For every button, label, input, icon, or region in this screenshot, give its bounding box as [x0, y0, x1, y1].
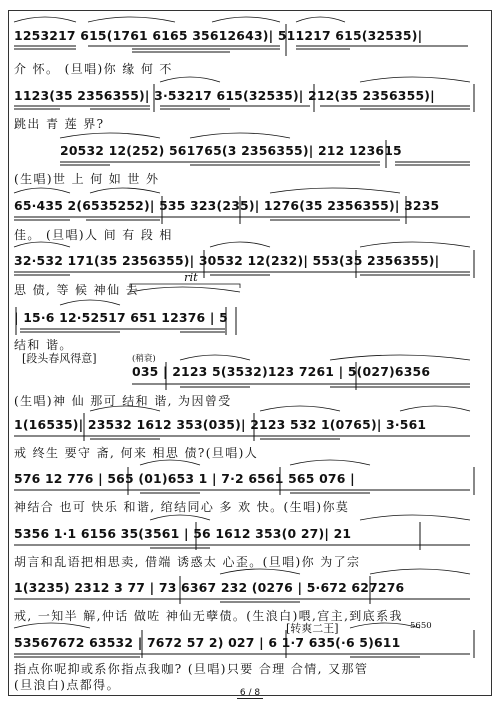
notes-line-12: 53567672 63532 | 7672 57 2) 027 | 6 1·7 635(·6 5)611 — [14, 635, 401, 650]
lyrics-line-6: 结和 谐。 — [14, 338, 73, 352]
notes-line-11: 1(3235) 2312 3 77 | 73 6367 232 (0276 | 5·672 627276 — [14, 580, 405, 595]
notes-line-4: 65·435 2(6535252)| 535 323(235)| 1276(35 2356355)| 3235 — [14, 198, 440, 213]
notes-line-3: 20532 12(252) 561765(3 2356355)| 212 123615 — [60, 143, 402, 158]
notes-line-9: 576 12 776 | 565 (01)653 1 | 7·2 6561 565 076 | — [14, 471, 355, 486]
section-heading-2: [转爽二王] — [286, 622, 339, 635]
notes-line-7: 035 | 2123 5(3532)123 7261 | 5(027)6356 — [132, 364, 431, 379]
notes-line-5: 32·532 171(35 2356355)| 30532 12(232)| 553(35 2356355)| — [14, 253, 440, 268]
rit-marking: rit — [184, 270, 198, 284]
grace-notes: 5650 — [410, 621, 432, 631]
lyrics-line-13: (旦浪白)点都得。 — [14, 678, 120, 692]
notes-line-2: 1123(35 2356355)| 3·53217 615(32535)| 212(35 2356355)| — [14, 88, 435, 103]
notes-line-10: 5356 1·1 6156 35(3561 | 56 1612 353(0 27)| 21 — [14, 526, 352, 541]
lyrics-line-11: 戒, 一知半 解,仲话 做咗 神仙无孽债。(生浪白)喂,宫主,到底系我 — [14, 609, 403, 623]
lyrics-line-4: 佳。 (旦唱)人 间 有 段 相 — [14, 228, 173, 242]
lyrics-line-9: 神结合 也可 快乐 和谐, 绾结同心 多 欢 快。(生唱)你莫 — [14, 500, 350, 514]
notes-line-1: 1253217 615(1761 6165 35612643)| 511217 615(32535)| — [14, 28, 423, 43]
notes-line-8: 1(16535)| 23532 1612 353(035)| 2123 532 1(0765)| 3·561 — [14, 417, 427, 432]
lyrics-line-8: 戒 终生 要守 斋, 何来 相思 债?(旦唱)人 — [14, 446, 259, 460]
page-number: 6 / 8 — [0, 688, 500, 698]
lyrics-line-2: 跳出 青 莲 界? — [14, 117, 105, 131]
lyrics-line-12: 指点你呢抑或系你指点我咖? (旦唱)只要 合理 合情, 又那管 — [14, 662, 369, 676]
lyrics-line-3: (生唱)世 上 何 如 世 外 — [14, 172, 160, 186]
lyrics-line-10: 胡言和乱语把相思卖, 借端 诱惑太 心歪。(旦唱)你 为了宗 — [14, 555, 361, 569]
beat-note: (稍衰) — [132, 354, 156, 364]
section-heading-1: [段头春风得意] — [22, 352, 97, 365]
lyrics-line-1: 介 怀。 (旦唱)你 缘 何 不 — [14, 62, 173, 76]
notes-line-6: | 15·6 12·52517 651 12376 | 5 — [14, 310, 228, 325]
lyrics-line-7: (生唱)神 仙 那可 结和 谐, 为因曾受 — [14, 394, 232, 408]
lyrics-line-5: 思 债, 等 候 神仙 去 — [14, 283, 140, 297]
